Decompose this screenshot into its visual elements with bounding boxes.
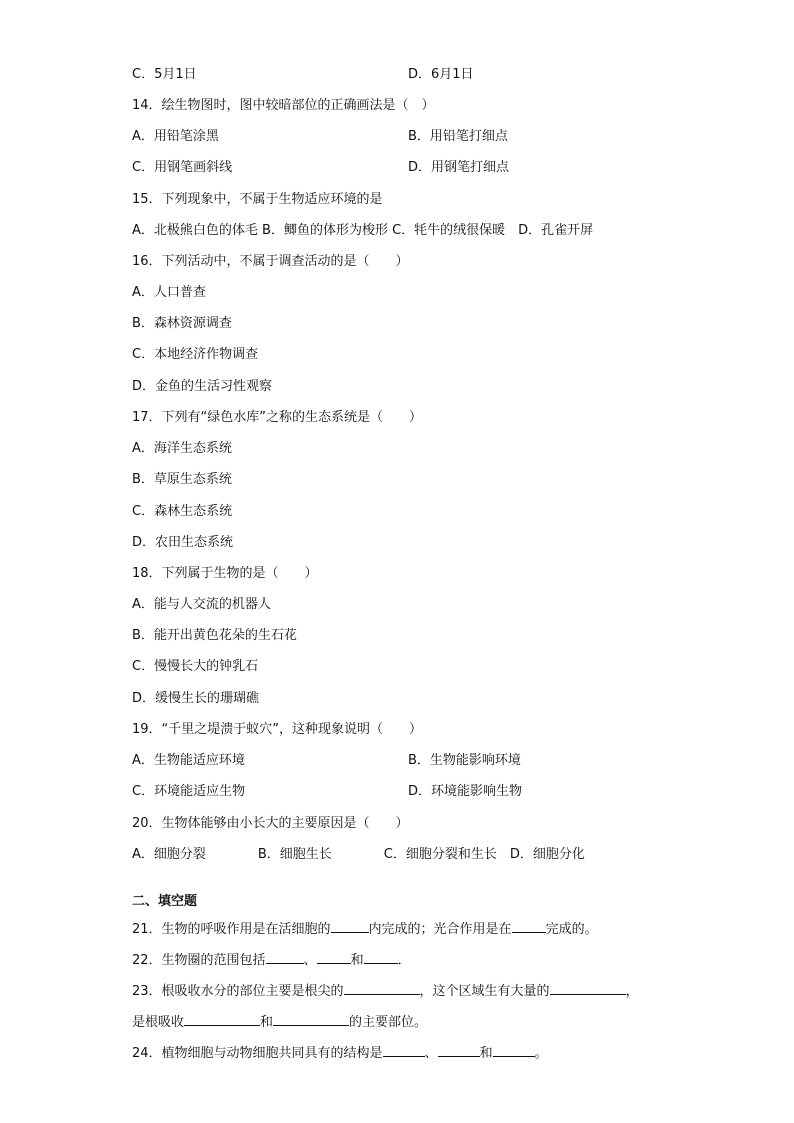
q16-stem: 16．下列活动中，不属于调查活动的是（ ）: [132, 254, 409, 269]
q24-text-2: 、: [424, 1046, 438, 1061]
q22-line: [132, 951, 411, 970]
q14-option-c: C．用钢笔画斜线: [132, 160, 233, 175]
q19-option-d: D．环境能影响生物: [408, 784, 523, 799]
q22-blank-1[interactable]: [266, 951, 304, 964]
q23-text-6: 的主要部位。: [349, 1015, 428, 1030]
q23-line-1: [132, 982, 639, 1001]
q15-stem: 15．下列现象中，不属于生物适应环境的是: [132, 192, 383, 207]
q16-option-a: A．人口普查: [132, 285, 206, 300]
q24-text-4: 。: [534, 1046, 548, 1061]
q16-option-b: B．森林资源调查: [132, 316, 232, 331]
q21-line: [132, 920, 598, 939]
q23-line-2: [132, 1013, 427, 1032]
q20-stem: 20．生物体能够由小长大的主要原因是（ ）: [132, 816, 409, 831]
section-title-fill-in: 二、填空题: [132, 894, 198, 909]
q18-option-c: C．慢慢长大的钟乳石: [132, 659, 259, 674]
q24-blank-1[interactable]: [383, 1044, 425, 1057]
q22-blank-3[interactable]: [364, 951, 398, 964]
q21-blank-2[interactable]: [512, 920, 546, 933]
q14-option-d: D．用钢笔打细点: [408, 160, 510, 175]
q17-stem: 17．下列有“绿色水库”之称的生态系统是（ ）: [132, 410, 423, 425]
q19-option-c: C．环境能适应生物: [132, 784, 246, 799]
q22-text-3: 和: [350, 953, 364, 968]
q24-blank-2[interactable]: [438, 1044, 480, 1057]
q17-option-d: D．农田生态系统: [132, 535, 234, 550]
q22-text-1: 22．生物圈的范围包括: [132, 953, 266, 968]
q21-blank-1[interactable]: [331, 920, 369, 933]
q15-options: A．北极熊白色的体毛 B．鲫鱼的体形为梭形 C．牦牛的绒很保暖 D．孔雀开屏: [132, 223, 594, 238]
q18-stem: 18．下列属于生物的是（ ）: [132, 566, 318, 581]
q21-text-2: 内完成的；光合作用是在: [368, 922, 512, 937]
q23-text-2: ，这个区域生有大量的: [419, 984, 550, 999]
q23-blank-4[interactable]: [273, 1013, 349, 1026]
q17-option-b: B．草原生态系统: [132, 472, 232, 487]
q13-option-d: D．6月1日: [408, 67, 474, 82]
q14-option-b: B．用铅笔打细点: [408, 129, 508, 144]
q19-option-b: B．生物能影响环境: [408, 753, 521, 768]
q16-option-c: C．本地经济作物调查: [132, 347, 259, 362]
q23-blank-1[interactable]: [344, 982, 420, 995]
q23-text-5: 和: [260, 1015, 274, 1030]
q22-text-4: ．: [397, 953, 411, 968]
q23-blank-3[interactable]: [184, 1013, 260, 1026]
q24-text-1: 24．植物细胞与动物细胞共同具有的结构是: [132, 1046, 383, 1061]
q18-option-b: B．能开出黄色花朵的生石花: [132, 628, 297, 643]
q17-option-a: A．海洋生态系统: [132, 441, 232, 456]
q24-text-3: 和: [479, 1046, 493, 1061]
q21-text-1: 21．生物的呼吸作用是在活细胞的: [132, 922, 331, 937]
q19-option-a: A．生物能适应环境: [132, 753, 245, 768]
q17-option-c: C．森林生态系统: [132, 504, 233, 519]
q14-stem: 14．绘生物图时，图中较暗部位的正确画法是（ ）: [132, 98, 435, 113]
q23-text-4: 是根吸收: [132, 1015, 185, 1030]
q23-blank-2[interactable]: [550, 982, 626, 995]
q20-options: A．细胞分裂 B．细胞生长 C．细胞分裂和生长 D．细胞分化: [132, 847, 585, 862]
q22-text-2: 、: [303, 953, 317, 968]
q23-text-3: ，: [625, 984, 639, 999]
q13-option-c: C．5月1日: [132, 67, 197, 82]
q14-option-a: A．用铅笔涂黑: [132, 129, 219, 144]
q23-text-1: 23．根吸收水分的部位主要是根尖的: [132, 984, 344, 999]
q24-blank-3[interactable]: [493, 1044, 535, 1057]
q18-option-a: A．能与人交流的机器人: [132, 597, 271, 612]
q16-option-d: D．金鱼的生活习性观察: [132, 379, 273, 394]
q22-blank-2[interactable]: [317, 951, 351, 964]
q18-option-d: D．缓慢生长的珊瑚礁: [132, 691, 260, 706]
q24-line: [132, 1044, 548, 1063]
q21-text-3: 完成的。: [545, 922, 598, 937]
q19-stem: 19．“千里之堤溃于蚁穴”，这种现象说明（ ）: [132, 722, 423, 737]
